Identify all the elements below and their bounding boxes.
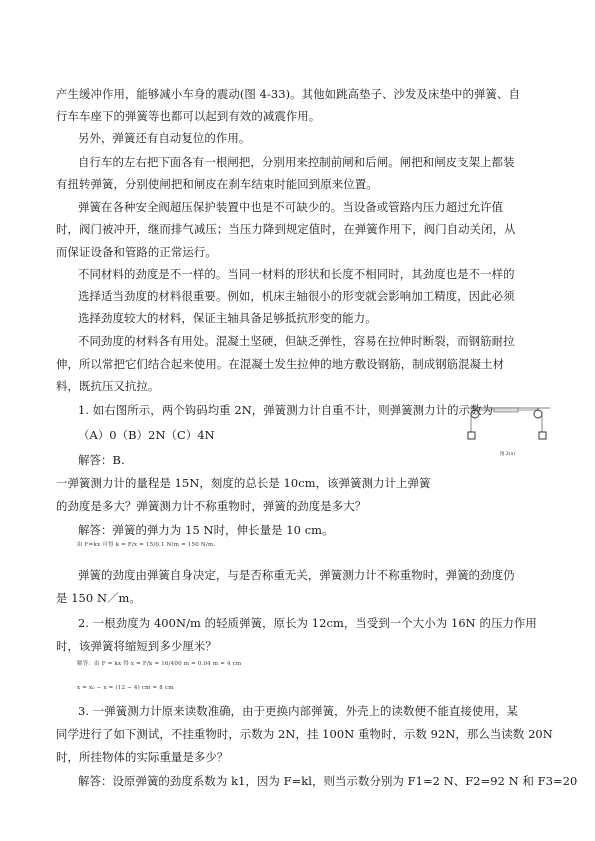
formula-image-2: 解答：由 F = kx 得 x = F/k = 16/400 m = 0.04 m = 4 cm xyxy=(77,661,242,667)
formula-image-3: x = x₀ − x = (12 − 4) cm = 8 cm xyxy=(77,685,174,691)
formula-image-1: 由 F=kx 可得 k = F/x = 15/0.1 N/m = 150 N/m。 xyxy=(77,542,220,548)
paragraph-line: 不同劲度的材料各有用处。混凝土坚硬，但缺乏弹性，容易在拉伸时断裂，而钢筋耐拉 xyxy=(78,334,515,348)
question-1-options: （A）0（B）2N（C）4N xyxy=(78,428,215,442)
paragraph-line: 选择适当劲度的材料很重要。例如，机床主轴很小的形变就会影响加工精度，因此必须 xyxy=(78,289,515,303)
answer-2: 解答：弹簧的弹力为 15 N时，伸长量是 10 cm。 xyxy=(78,523,334,537)
spring-scale-diagram xyxy=(462,406,552,458)
paragraph-line: 弹簧在各种安全阀超压保护装置中也是不可缺少的。当设备或管路内压力超过允许值 xyxy=(78,200,504,214)
paragraph-line: 同学进行了如下测试，不挂重物时，示数为 2N，挂 100N 重物时，示数 92N，那么当读数 20N xyxy=(56,727,553,741)
paragraph-line: 产生缓冲作用，能够减小车身的震动(图 4-33)。其他如跳高垫子、沙发及床垫中的弹簧、自 xyxy=(56,87,520,101)
paragraph-line: 弹簧的劲度由弹簧自身决定，与是否称重无关，弹簧测力计不称重物时，弹簧的劲度仍 xyxy=(78,568,515,582)
paragraph-line: 行车车座下的弹簧等也都可以起到有效的减震作用。 xyxy=(56,109,321,123)
figure-caption: 图 2(a) xyxy=(500,452,516,457)
paragraph-line: 而保证设备和管路的正常运行。 xyxy=(56,245,217,259)
paragraph-line: 伸，所以常把它们结合起来使用。在混凝土发生拉伸的地方敷设钢筋，制成钢筋混凝土材 xyxy=(56,357,505,371)
paragraph-line: 另外，弹簧还有自动复位的作用。 xyxy=(78,131,251,145)
paragraph-line: 选择劲度较大的材料，保证主轴具备足够抵抗形变的能力。 xyxy=(78,311,377,325)
question-2: 2. 一根劲度为 400N/m 的轻质弹簧，原长为 12cm，当受到一个大小为 16N 的压力作用 xyxy=(78,616,537,630)
question-3: 3. 一弹簧测力计原来读数准确，由于更换内部弹簧，外壳上的读数便不能直接使用，某 xyxy=(78,704,518,718)
paragraph-line: 自行车的左右把下面各有一根闸把，分别用来控制前闸和后闸。闸把和闸皮支架上都装 xyxy=(78,155,515,169)
spring-scale-figure xyxy=(462,406,552,458)
paragraph-line: 一弹簧测力计的量程是 15N，刻度的总长是 10cm，该弹簧测力计上弹簧 xyxy=(56,476,431,490)
paragraph-line: 料，既抗压又抗拉。 xyxy=(56,379,160,393)
paragraph-line: 的劲度是多大？弹簧测力计不称重物时，弹簧的劲度是多大？ xyxy=(56,499,367,513)
paragraph-line: 时，该弹簧将缩短到多少厘米？ xyxy=(56,639,217,653)
answer-3: 解答：设原弹簧的劲度系数为 k1，因为 F=kl，则当示数分别为 F1=2 N、F2=92 N 和 F3=20 xyxy=(78,774,578,788)
paragraph-line: 时，阀门被冲开，继而排气减压；当压力降到规定值时，在弹簧作用下，阀门自动关闭，从 xyxy=(56,222,516,236)
answer-1: 解答：B. xyxy=(78,453,125,467)
question-1: 1. 如右图所示，两个钩码均重 2N，弹簧测力计自重不计，则弹簧测力计的示数为 xyxy=(78,403,494,417)
paragraph-line: 是 150 N／m。 xyxy=(56,591,141,605)
paragraph-line: 不同材料的劲度是不一样的。当同一材料的形状和长度不相同时，其劲度也是不一样的 xyxy=(78,267,515,281)
paragraph-line: 有扭转弹簧，分别使闸把和闸皮在刹车结束时能回到原来位置。 xyxy=(56,177,378,191)
paragraph-line: 时，所挂物体的实际重量是多少？ xyxy=(56,750,229,764)
